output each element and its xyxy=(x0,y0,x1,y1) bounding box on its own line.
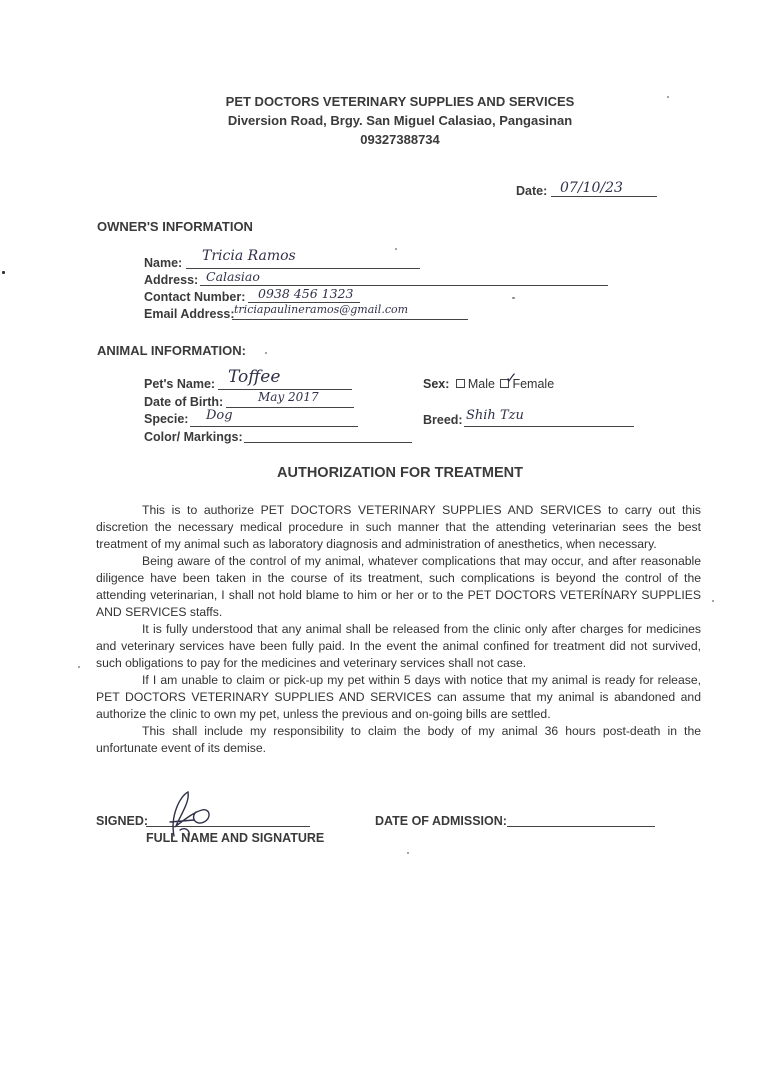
sex-field xyxy=(423,377,554,391)
owner-address-label: Address: xyxy=(144,273,199,287)
authorization-title: AUTHORIZATION FOR TREATMENT xyxy=(277,465,523,481)
authorization-body xyxy=(96,502,701,757)
scan-speck xyxy=(712,600,714,602)
email-label: Email Address: xyxy=(144,307,235,321)
email-line xyxy=(232,319,468,320)
date-of-admission-line xyxy=(507,826,655,827)
signature-caption: FULL NAME AND SIGNATURE xyxy=(146,831,325,845)
date-line xyxy=(551,196,657,197)
animal-section-title: ANIMAL INFORMATION: xyxy=(97,343,246,358)
scan-speck xyxy=(407,852,409,854)
date-of-admission-label: DATE OF ADMISSION: xyxy=(375,814,507,828)
breed-line xyxy=(464,426,634,427)
contact-number-value: 0938 456 1323 xyxy=(258,286,354,301)
specie-label: Specie: xyxy=(144,412,189,426)
scan-speck xyxy=(265,352,267,354)
business-name: PET DOCTORS VETERINARY SUPPLIES AND SERVICES xyxy=(225,94,575,109)
authorization-paragraph: Being aware of the control of my animal, whatever complications that may occur, and after reasonable diligence have been taken in the course of its treatment, such complications is beyond the control of the attending veterinarian, I shall not hold blame to him or her or to the PET DOCTORS VETERÍNARY SUPPLIES AND SERVICES staffs. xyxy=(96,554,701,619)
authorization-paragraph: It is fully understood that any animal shall be released from the clinic only after charges for medicines and veterinary services have been fully paid. In the event the animal confined for treatment did not survived, such obligations to pay for the medicines and veterinary services shall not case. xyxy=(96,622,701,670)
color-markings-label: Color/ Markings: xyxy=(144,430,243,444)
specie-line xyxy=(190,426,358,427)
female-check-mark: ✓ xyxy=(505,369,518,387)
dob-label: Date of Birth: xyxy=(144,395,224,409)
date-label: Date: xyxy=(516,184,548,198)
owner-section-title: OWNER'S INFORMATION xyxy=(97,219,253,234)
email-value: triciapaulineramos@gmail.com xyxy=(234,303,409,316)
business-phone: 09327388734 xyxy=(360,132,440,147)
breed-label: Breed: xyxy=(423,413,463,427)
owner-address-value: Calasiao xyxy=(206,269,260,284)
female-option-label: Female xyxy=(512,377,555,391)
scan-speck xyxy=(395,248,397,250)
business-address: Diversion Road, Brgy. San Miguel Calasiao, Pangasinan xyxy=(227,113,573,128)
dob-value: May 2017 xyxy=(258,390,319,404)
owner-name-value: Tricia Ramos xyxy=(202,248,296,264)
color-markings-line xyxy=(244,442,412,443)
male-checkbox[interactable] xyxy=(456,379,465,388)
scan-speck xyxy=(667,96,669,98)
scan-speck xyxy=(2,271,5,274)
signed-label: SIGNED: xyxy=(96,814,149,828)
authorization-paragraph: This shall include my responsibility to claim the body of my animal 36 hours post-death in the unfortunate event of its demise. xyxy=(96,724,701,755)
authorization-paragraph: If I am unable to claim or pick-up my pet within 5 days with notice that my animal is ready for release, PET DOCTORS VETERINARY SUPPLIES AND SERVICES can assume that my animal is abandoned and authorize the clinic to own my pet, unless the previous and on-going bills are settled. xyxy=(96,673,701,721)
authorization-paragraph: This is to authorize PET DOCTORS VETERINARY SUPPLIES AND SERVICES to carry out this discretion the necessary medical procedure in such manner that the attending veterinarian sees the best treatment of my animal such as laboratory diagnosis and administration of anesthetics, when necessary. xyxy=(96,503,701,551)
breed-value: Shih Tzu xyxy=(466,408,524,423)
scan-speck xyxy=(78,666,80,668)
date-value: 07/10/23 xyxy=(560,180,623,196)
pet-name-label: Pet's Name: xyxy=(144,377,216,391)
contact-number-label: Contact Number: xyxy=(144,290,246,304)
male-option-label: Male xyxy=(467,377,495,391)
sex-label: Sex: xyxy=(423,377,450,391)
scan-speck xyxy=(512,297,515,299)
owner-name-label: Name: xyxy=(144,256,183,270)
pet-name-value: Toffee xyxy=(228,367,281,387)
specie-value: Dog xyxy=(206,408,233,423)
dob-line xyxy=(226,407,354,408)
